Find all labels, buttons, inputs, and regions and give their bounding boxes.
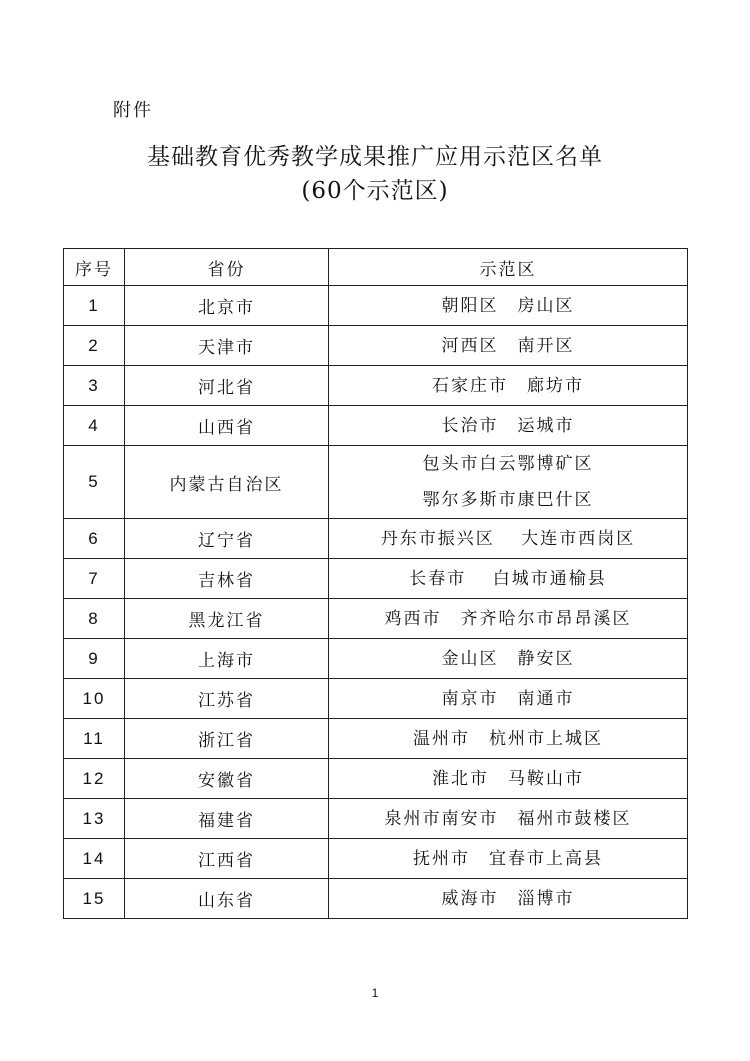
zone-line: 泉州市南安市 福州市鼓楼区 <box>384 808 632 829</box>
zone-line: 抚州市 宜春市上高县 <box>413 848 603 869</box>
row-number: 6 <box>64 519 125 559</box>
row-province: 河北省 <box>125 366 329 406</box>
row-province: 浙江省 <box>125 719 329 759</box>
zone-line: 威海市 淄博市 <box>441 888 575 909</box>
table-header-row <box>64 249 688 286</box>
demonstration-zone-table <box>63 248 688 919</box>
column-header-zone: 示范区 <box>329 249 688 286</box>
zone-line: 长治市 运城市 <box>441 415 575 436</box>
table-row <box>64 679 688 719</box>
page-number: 1 <box>371 986 379 1000</box>
table-row <box>64 406 688 446</box>
row-number: 14 <box>64 839 125 879</box>
row-number: 3 <box>64 366 125 406</box>
row-zones <box>329 446 688 519</box>
row-number: 8 <box>64 599 125 639</box>
row-province: 江西省 <box>125 839 329 879</box>
row-zones <box>329 326 688 366</box>
zone-line: 河西区 南开区 <box>441 335 575 356</box>
column-header-number: 序号 <box>64 249 125 286</box>
row-province: 内蒙古自治区 <box>125 446 329 519</box>
row-zones <box>329 799 688 839</box>
row-zones <box>329 879 688 919</box>
zone-line: 温州市 杭州市上城区 <box>413 728 603 749</box>
row-province: 黑龙江省 <box>125 599 329 639</box>
table-row <box>64 286 688 326</box>
row-province: 福建省 <box>125 799 329 839</box>
row-province: 天津市 <box>125 326 329 366</box>
row-number: 4 <box>64 406 125 446</box>
table-row <box>64 879 688 919</box>
row-zones <box>329 366 688 406</box>
row-zones <box>329 719 688 759</box>
row-province: 山西省 <box>125 406 329 446</box>
table-row <box>64 759 688 799</box>
zone-line: 淮北市 马鞍山市 <box>432 768 584 789</box>
row-zones <box>329 599 688 639</box>
row-number: 11 <box>64 719 125 759</box>
row-zones <box>329 639 688 679</box>
row-number: 5 <box>64 446 125 519</box>
table-row <box>64 799 688 839</box>
row-zones <box>329 286 688 326</box>
row-province: 吉林省 <box>125 559 329 599</box>
document-title: 基础教育优秀教学成果推广应用示范区名单 <box>147 144 603 170</box>
row-number: 13 <box>64 799 125 839</box>
table-row <box>64 559 688 599</box>
zone-line: 石家庄市 廊坊市 <box>432 375 584 396</box>
attachment-label: 附件 <box>113 100 153 121</box>
table-row <box>64 719 688 759</box>
zone-line: 鄂尔多斯市康巴什区 <box>422 490 594 510</box>
row-number: 9 <box>64 639 125 679</box>
row-province: 山东省 <box>125 879 329 919</box>
row-zones <box>329 759 688 799</box>
row-province: 上海市 <box>125 639 329 679</box>
row-zones <box>329 519 688 559</box>
zone-line: 金山区 静安区 <box>441 648 575 669</box>
row-province: 辽宁省 <box>125 519 329 559</box>
table-row <box>64 599 688 639</box>
table-row <box>64 366 688 406</box>
row-zones <box>329 839 688 879</box>
table-row <box>64 639 688 679</box>
table-row <box>64 326 688 366</box>
zone-line: 包头市白云鄂博矿区 <box>422 454 594 474</box>
table-row <box>64 839 688 879</box>
zone-line: 朝阳区 房山区 <box>441 295 575 316</box>
row-province: 北京市 <box>125 286 329 326</box>
table-row <box>64 446 688 519</box>
row-number: 7 <box>64 559 125 599</box>
row-number: 12 <box>64 759 125 799</box>
row-number: 1 <box>64 286 125 326</box>
row-zones <box>329 679 688 719</box>
row-zones <box>329 406 688 446</box>
zone-line: 长春市 白城市通榆县 <box>409 568 607 589</box>
row-number: 10 <box>64 679 125 719</box>
table-row <box>64 519 688 559</box>
zone-line: 鸡西市 齐齐哈尔市昂昂溪区 <box>384 608 632 629</box>
document-subtitle: (60个示范区) <box>301 178 449 204</box>
row-province: 江苏省 <box>125 679 329 719</box>
zone-line: 丹东市振兴区 大连市西岗区 <box>380 528 636 549</box>
row-zones <box>329 559 688 599</box>
row-number: 2 <box>64 326 125 366</box>
row-number: 15 <box>64 879 125 919</box>
row-province: 安徽省 <box>125 759 329 799</box>
column-header-province: 省份 <box>125 249 329 286</box>
zone-line: 南京市 南通市 <box>441 688 575 709</box>
